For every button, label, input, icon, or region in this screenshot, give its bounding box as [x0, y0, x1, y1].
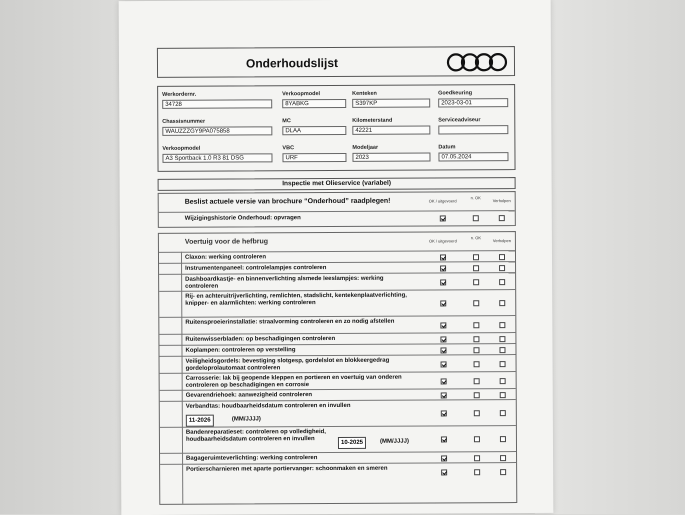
nok-checkbox[interactable]	[473, 265, 479, 271]
repaired-checkbox[interactable]	[500, 436, 506, 442]
field-label: Datum	[438, 144, 456, 151]
repaired-checkbox[interactable]	[500, 361, 506, 367]
repaired-checkbox[interactable]	[499, 265, 505, 271]
nok-checkbox[interactable]	[473, 215, 479, 221]
row-label: Carrosserie: lak bij geopende kleppen en portieren en voertuig van onderen controleren op beschadigingen en corrosie	[185, 374, 402, 389]
ok-checkbox[interactable]	[440, 336, 446, 342]
date-format-label: (MM/JJJJ)	[379, 438, 409, 445]
field-value[interactable]: S397KP	[352, 99, 430, 108]
nok-checkbox[interactable]	[474, 469, 480, 475]
group-hefbrug	[158, 231, 517, 505]
header-box	[157, 46, 515, 78]
row-label: Ruitensproeierinstallatie: straalvorming controleren en zo nodig afstellen	[185, 318, 395, 326]
field-label: Verkoopmodel	[282, 91, 321, 98]
table-row	[160, 425, 516, 454]
repaired-checkbox[interactable]	[500, 455, 506, 461]
repaired-checkbox[interactable]	[499, 347, 505, 353]
ok-checkbox[interactable]	[440, 215, 446, 221]
nok-checkbox[interactable]	[474, 378, 480, 384]
repaired-checkbox[interactable]	[499, 300, 505, 306]
ok-checkbox[interactable]	[440, 279, 446, 285]
background-right	[535, 0, 685, 514]
group-brochure	[158, 191, 516, 228]
ok-checkbox[interactable]	[440, 347, 446, 353]
field-label: Kenteken	[352, 90, 377, 97]
field-value[interactable]: WAUZZZGY9PA075858	[162, 126, 272, 136]
col-ok-header: OK / uitgevoerd	[428, 198, 457, 204]
field-value[interactable]	[438, 125, 508, 134]
ok-checkbox[interactable]	[441, 469, 447, 475]
ok-checkbox[interactable]	[441, 378, 447, 384]
field-value[interactable]: 42221	[352, 126, 430, 135]
nok-checkbox[interactable]	[474, 455, 480, 461]
table-row	[160, 399, 516, 428]
nok-checkbox[interactable]	[474, 410, 480, 416]
field-label: Modeljaar	[352, 144, 379, 151]
repaired-checkbox[interactable]	[500, 469, 506, 475]
col-nok-header: n. OK	[470, 195, 481, 201]
field-label: Serviceadviseur	[438, 117, 481, 124]
audi-logo	[446, 51, 508, 73]
nok-checkbox[interactable]	[473, 254, 479, 260]
ok-checkbox[interactable]	[440, 300, 446, 306]
table-row	[160, 462, 516, 482]
background-left	[0, 0, 125, 514]
row-label: Portierscharnieren met aparte portiervanger: schoonmaken en smeren	[186, 465, 388, 473]
col-nok-header: n. OK	[470, 235, 482, 241]
col-repaired-header: Verholpen	[492, 198, 511, 204]
repaired-checkbox[interactable]	[499, 322, 505, 328]
table-row	[159, 289, 515, 318]
row-label: Veiligheidsgordels: bevestiging slotgesp, gordelslot en blokkeergedrag gordeloprolautomaat controleren	[185, 357, 390, 372]
repaired-checkbox[interactable]	[500, 392, 506, 398]
row-label: Wijzigingshistorie Onderhoud: opvragen	[184, 215, 301, 222]
ok-checkbox[interactable]	[441, 455, 447, 461]
nok-checkbox[interactable]	[474, 361, 480, 367]
ok-checkbox[interactable]	[441, 436, 447, 442]
nok-checkbox[interactable]	[474, 392, 480, 398]
row-label: Rij- en achteruitrijverlichting, remlichten, stadslicht, kentekenplaatverlichting, knipper- en alarmlichten: werking controleren	[185, 292, 407, 307]
row-label: Koplampen: controleren op verstelling	[185, 347, 296, 354]
repaired-checkbox[interactable]	[500, 410, 506, 416]
nok-checkbox[interactable]	[473, 322, 479, 328]
row-label: Claxon: werking controleren	[184, 254, 267, 261]
repaired-checkbox[interactable]	[499, 215, 505, 221]
page-title: Onderhoudslijst	[245, 55, 339, 71]
nok-checkbox[interactable]	[473, 279, 479, 285]
col-repaired-header: Verholpen	[492, 238, 511, 244]
ok-checkbox[interactable]	[440, 254, 446, 260]
group-brochure-title: Beslist actuele versie van brochure “Onderhoud” raadplegen!	[184, 197, 391, 206]
row-label: Dashboardkastje- en binnenverlichting alsmede leeslampjes: werking controleren	[185, 275, 384, 290]
field-label: VBC	[282, 145, 295, 152]
field-value[interactable]: 07.05.2024	[438, 152, 508, 161]
document-page	[119, 0, 554, 515]
field-label: Verkoopmodel	[162, 145, 201, 152]
field-value[interactable]: 2023	[352, 153, 430, 162]
field-value[interactable]: URF	[282, 153, 346, 162]
field-label: Goedkeuring	[438, 90, 473, 97]
group-hefbrug-title: Voertuig voor de hefbrug	[184, 238, 269, 246]
banden-date-field[interactable]: 10-2025	[338, 437, 366, 449]
row-label: Verbandtas: houdbaarheidsdatum controleren en invullen	[185, 402, 351, 410]
ok-checkbox[interactable]	[441, 410, 447, 416]
row-label: Ruitenwisserbladen: op beschadigingen controleren	[185, 336, 336, 343]
row-label: Gevarendriehoek: aanwezigheid controleren	[185, 392, 313, 399]
repaired-checkbox[interactable]	[499, 254, 505, 260]
ok-checkbox[interactable]	[441, 361, 447, 367]
ok-checkbox[interactable]	[440, 322, 446, 328]
col-ok-header: OK / uitgevoerd	[428, 238, 457, 244]
field-value[interactable]: 2023-03-01	[438, 98, 508, 107]
field-value[interactable]: DLAA	[282, 126, 346, 135]
date-format-label: (MM/JJJJ)	[231, 416, 261, 423]
row-label: Bandenreparatieset: controleren op volledigheid, houdbaarheidsdatum controleren en invullen	[185, 429, 326, 443]
ok-checkbox[interactable]	[440, 265, 446, 271]
field-value[interactable]: 34728	[162, 99, 272, 109]
table-row	[159, 210, 515, 227]
nok-checkbox[interactable]	[473, 336, 479, 342]
verbandtas-date-field[interactable]: 11-2026	[186, 415, 214, 427]
field-value[interactable]: 8YABKG	[282, 99, 346, 108]
vehicle-info-box	[157, 84, 515, 172]
field-label: Chassisnummer	[162, 118, 206, 125]
field-value[interactable]: A3 Sportback 1.0 R3 81 DSG	[162, 153, 272, 163]
repaired-checkbox[interactable]	[500, 378, 506, 384]
section-title: Inspectie met Olieservice (variabel)	[158, 177, 516, 191]
field-label: Werkordernr.	[162, 91, 197, 98]
nok-checkbox[interactable]	[473, 347, 479, 353]
field-label: MC	[282, 118, 291, 125]
row-label: Bagageruimteverlichting: werking controleren	[186, 455, 318, 462]
row-label: Instrumentenpaneel: controlelampjes controleren	[185, 265, 327, 272]
nok-checkbox[interactable]	[474, 436, 480, 442]
field-label: Kilometerstand	[352, 117, 393, 124]
repaired-checkbox[interactable]	[499, 336, 505, 342]
nok-checkbox[interactable]	[473, 300, 479, 306]
repaired-checkbox[interactable]	[499, 279, 505, 285]
ok-checkbox[interactable]	[441, 392, 447, 398]
